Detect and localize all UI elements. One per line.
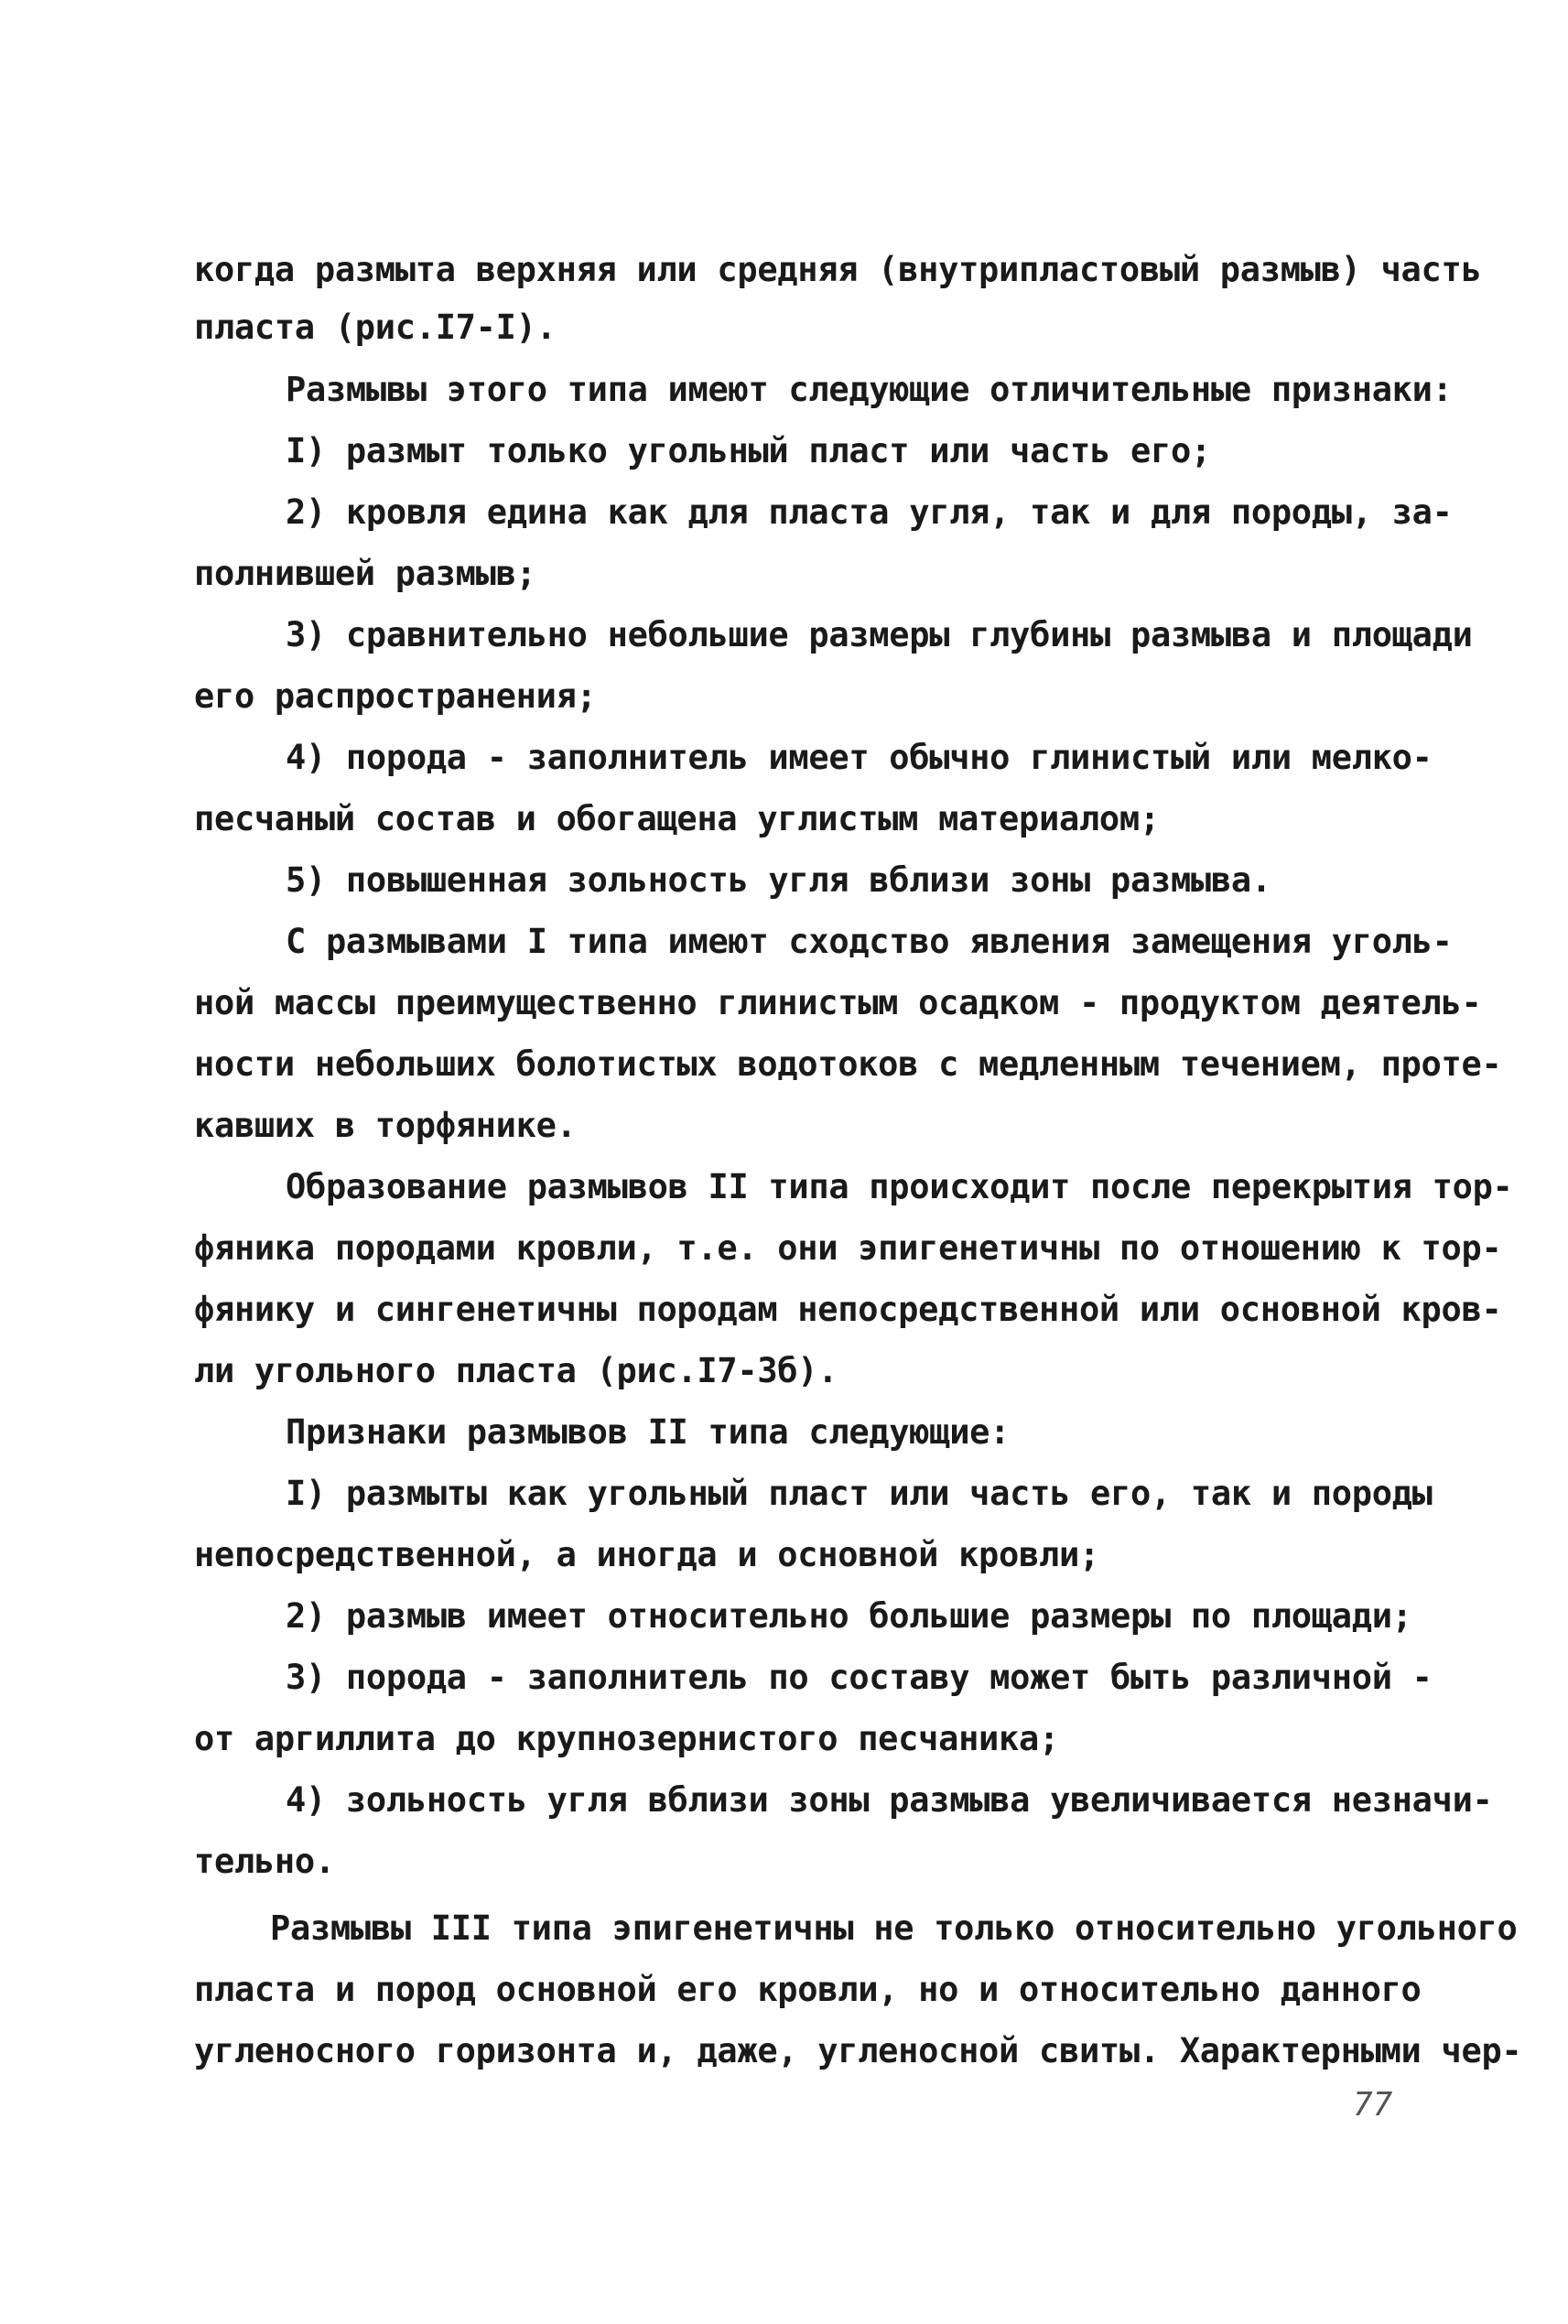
- text-line: тельно.: [194, 1842, 335, 1881]
- text-line: 2) размыв имеет относительно большие размеры по площади;: [286, 1596, 1412, 1636]
- text-line: когда размыта верхняя или средняя (внутрипластовый размыв) часть: [194, 250, 1482, 289]
- text-line: пласта (рис.I7-I).: [194, 308, 557, 347]
- text-line: Признаки размывов II типа следующие:: [286, 1412, 1011, 1452]
- text-line: Размывы III типа эпигенетичны не только относительно угольного: [270, 1908, 1518, 1948]
- text-line: 4) порода - заполнитель имеет обычно глинистый или мелко-: [286, 738, 1433, 777]
- text-line: от аргиллита до крупнозернистого песчаника;: [194, 1719, 1059, 1758]
- text-line: пласта и пород основной его кровли, но и относительно данного: [194, 1970, 1422, 2009]
- text-line: песчаный состав и обогащена углистым материалом;: [194, 799, 1160, 838]
- text-line: непосредственной, а иногда и основной кровли;: [194, 1535, 1099, 1574]
- text-line: С размывами I типа имеют сходство явления замещения уголь-: [286, 922, 1453, 961]
- text-line: его распространения;: [194, 676, 597, 716]
- text-line: Размывы этого типа имеют следующие отличительные признаки:: [286, 370, 1453, 409]
- text-line: угленосного горизонта и, даже, угленосной свиты. Характерными чер-: [194, 2031, 1522, 2070]
- text-line: ной массы преимущественно глинистым осадком - продуктом деятель-: [194, 983, 1482, 1022]
- text-line: 2) кровля едина как для пласта угля, так и для породы, за-: [286, 492, 1453, 532]
- text-line: кавших в торфянике.: [194, 1106, 577, 1145]
- text-line: 3) порода - заполнитель по составу может быть различной -: [286, 1658, 1433, 1697]
- text-line: 4) зольность угля вблизи зоны размыва увеличивается незначи-: [286, 1780, 1493, 1820]
- page-number: 77: [1353, 2086, 1393, 2124]
- text-line: 3) сравнительно небольшие размеры глубины размыва и площади: [286, 615, 1473, 654]
- text-line: I) размыт только угольный пласт или часть его;: [286, 431, 1211, 470]
- text-line: ности небольших болотистых водотоков с медленным течением, проте-: [194, 1044, 1502, 1084]
- text-line: фянику и сингенетичны породам непосредственной или основной кров-: [194, 1290, 1502, 1329]
- text-line: Образование размывов II типа происходит после перекрытия тор-: [286, 1167, 1513, 1206]
- text-line: 5) повышенная зольность угля вблизи зоны размыва.: [286, 860, 1271, 900]
- text-line: ли угольного пласта (рис.I7-3б).: [194, 1351, 838, 1390]
- text-line: I) размыты как угольный пласт или часть его, так и породы: [286, 1474, 1433, 1513]
- text-line: полнившей размыв;: [194, 554, 536, 593]
- text-line: фяника породами кровли, т.е. они эпигенетичны по отношению к тор-: [194, 1228, 1502, 1268]
